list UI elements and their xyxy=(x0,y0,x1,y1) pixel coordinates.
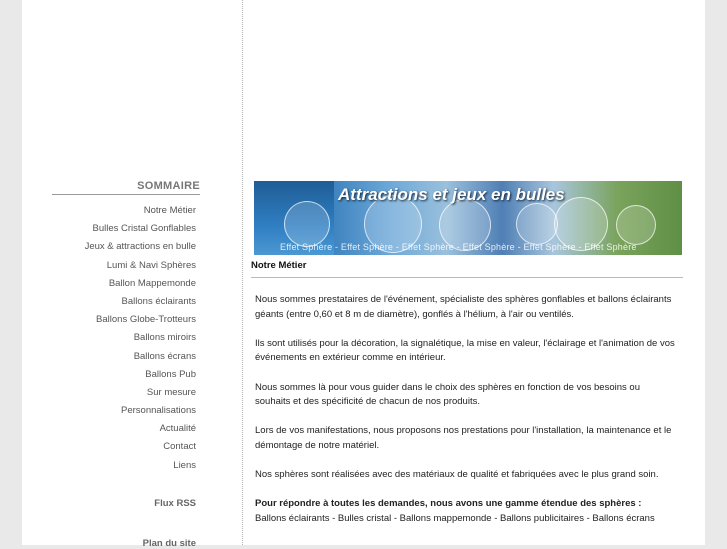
banner-watermark: Effet Sphère - Effet Sphère - Effet Sphère - Effet Sphère - Effet Sphère - Effet Sphère xyxy=(280,242,637,252)
paragraph: Lors de vos manifestations, nous proposons nos prestations pour l'installation, la maintenance et le démontage de notre matériel. xyxy=(255,425,672,451)
sidebar-item-ballons-ecrans[interactable]: Ballons écrans xyxy=(133,350,196,362)
paragraph: Ils sont utilisés pour la décoration, la signalétique, la mise en valeur, l'éclairage et l'animation de vos événements en extérieur comme en intérieur. xyxy=(255,337,675,364)
sommaire-heading: SOMMAIRE xyxy=(137,180,200,192)
sommaire-underline xyxy=(52,194,200,195)
paragraph: Nous sommes prestataires de l'événement, spécialiste des sphères gonflables et ballons éclairants géants (entre 0,60 et 8 m de diamètre), gonflés à l'hélium, à l'air ou ventilés. xyxy=(255,294,672,320)
sidebar-item-liens[interactable]: Liens xyxy=(173,459,196,471)
sidebar-item-ballon-mappemonde[interactable]: Ballon Mappemonde xyxy=(108,277,196,289)
page-container xyxy=(22,0,705,549)
sidebar-item-bulles-cristal[interactable]: Bulles Cristal Gonflables xyxy=(92,223,196,235)
flux-rss-link[interactable]: Flux RSS xyxy=(154,498,196,509)
column-divider xyxy=(242,0,243,545)
paragraph: Nous sommes là pour vous guider dans le choix des sphères en fonction de vos besoins ou souhaits et des spécificité de chacun de nos produits. xyxy=(255,381,640,408)
main-content xyxy=(255,293,677,527)
sidebar-item-sur-mesure[interactable]: Sur mesure xyxy=(146,386,196,398)
paragraph: Nos sphères sont réalisées avec des matériaux de qualité et fabriquées avec le plus grand soin. xyxy=(255,469,659,481)
plan-du-site-link[interactable]: Plan du site xyxy=(142,538,196,549)
sidebar-menu xyxy=(52,205,196,478)
sidebar-item-ballons-miroirs[interactable]: Ballons miroirs xyxy=(133,332,196,344)
sidebar-item-personnalisations[interactable]: Personnalisations xyxy=(121,405,196,417)
sidebar-item-lumi-navi[interactable]: Lumi & Navi Sphères xyxy=(106,259,196,271)
range-text: Ballons éclairants - Bulles cristal - Ballons mappemonde - Ballons publicitaires - Ballons écrans xyxy=(255,512,655,524)
banner-bubble xyxy=(284,201,330,247)
sidebar-item-notre-metier[interactable]: Notre Métier xyxy=(143,205,196,216)
banner-bubble xyxy=(516,203,558,245)
sidebar-item-contact[interactable]: Contact xyxy=(163,441,196,453)
sidebar xyxy=(22,0,242,549)
sidebar-item-jeux-attractions[interactable]: Jeux & attractions en bulle xyxy=(84,241,196,253)
banner-bubble xyxy=(616,205,656,245)
header-banner xyxy=(254,181,682,255)
title-underline xyxy=(251,277,683,278)
page-title: Notre Métier xyxy=(251,260,307,271)
banner-title: Attractions et jeux en bulles xyxy=(338,185,565,204)
sidebar-item-actualite[interactable]: Actualité xyxy=(159,423,196,435)
range-heading: Pour répondre à toutes les demandes, nous avons une gamme étendue des sphères : xyxy=(255,498,642,510)
sidebar-item-ballons-pub[interactable]: Ballons Pub xyxy=(145,368,196,380)
sidebar-item-ballons-eclairants[interactable]: Ballons éclairants xyxy=(121,295,196,307)
sidebar-item-ballons-globe-trotteurs[interactable]: Ballons Globe-Trotteurs xyxy=(96,314,196,326)
